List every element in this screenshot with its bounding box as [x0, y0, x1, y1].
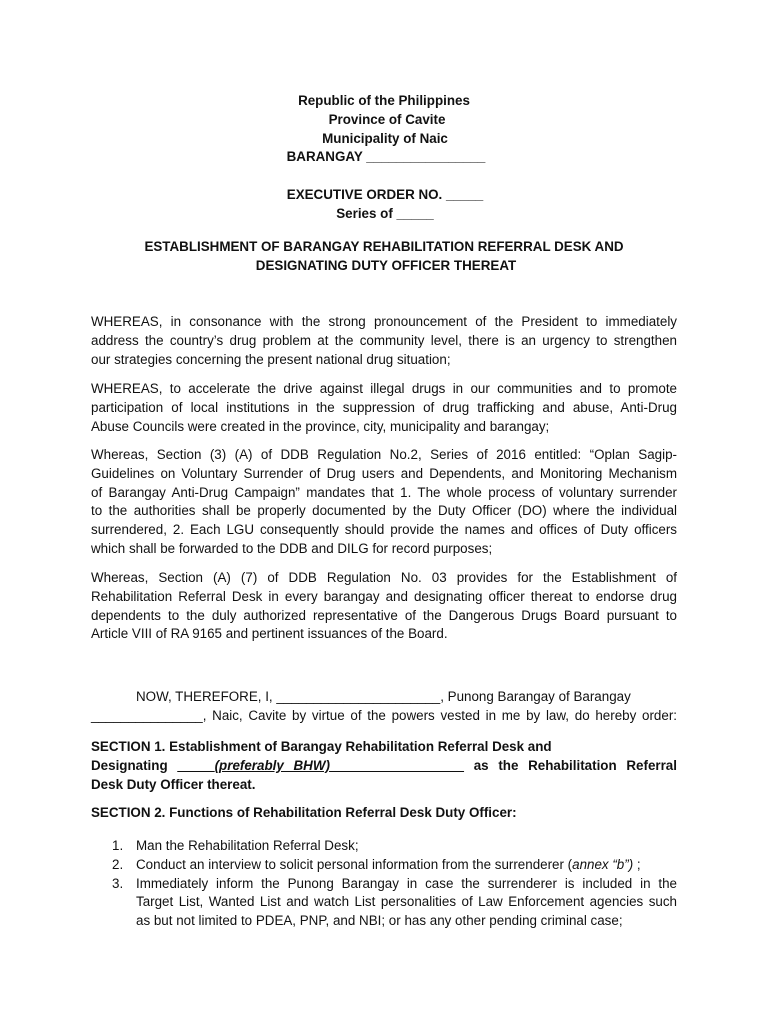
list-item: [91, 837, 677, 856]
blank-start: _____: [177, 757, 215, 773]
list-item-text: Immediately inform the Punong Barangay in case the surrenderer is included in the: [136, 875, 677, 891]
annex-b-reference: annex “b”): [572, 856, 634, 872]
whereas-paragraph-3: [91, 446, 677, 559]
preferably-bhw-note: (preferably BHW): [214, 757, 330, 773]
list-item: [91, 875, 677, 931]
whereas-4-line: dependents to the duly authorized representative of the Dangerous Drugs Board pursuant to: [91, 607, 677, 623]
whereas-1-line: WHEREAS, in consonance with the strong pronouncement of the President to immediately: [91, 314, 677, 329]
list-item-text-after: ;: [633, 856, 641, 872]
section-1-designating-line: [91, 757, 677, 776]
whereas-3-line: which shall be forwarded to the DDB and DILG for record purposes;: [91, 540, 493, 556]
whereas-paragraph-1: [91, 313, 677, 369]
list-item-number: 1.: [112, 838, 124, 853]
section-1-heading: SECTION 1. Establishment of Barangay Rehabilitation Referral Desk and: [91, 739, 552, 754]
whereas-4-line: Whereas, Section (A) (7) of DDB Regulation No. 03 provides for the Establishment of: [91, 570, 677, 585]
blank-end: __________________: [329, 757, 465, 773]
title-line-2: DESIGNATING DUTY OFFICER THEREAT: [255, 257, 517, 273]
list-item-text-before: Conduct an interview to solicit personal information from the surrenderer (: [136, 856, 573, 872]
executive-order-block: [0, 186, 768, 224]
whereas-paragraph-2: [91, 380, 677, 436]
whereas-2-line: WHEREAS, to accelerate the drive against illegal drugs in our communities and to promote: [91, 381, 677, 396]
section-1-designating-prefix: Designating: [91, 757, 178, 773]
whereas-2-line: Abuse Councils were created in the province, city, municipality and barangay;: [91, 418, 550, 434]
list-item-text: Target List, Wanted List and watch List personalities of Law Enforcement agencies such: [136, 894, 677, 910]
list-item-text: [136, 856, 677, 875]
whereas-paragraph-4: [91, 569, 677, 644]
whereas-1-line: our strategies concerning the present national drug situation;: [91, 351, 451, 367]
whereas-4-line: Rehabilitation Referral Desk in every barangay and designating officer thereat to endorse drug: [91, 588, 677, 604]
whereas-4-line: Article VIII of RA 9165 and pertinent issuances of the Board.: [91, 626, 448, 642]
now-therefore-paragraph: [91, 688, 677, 726]
section-2-heading: [91, 804, 677, 823]
document-title: [0, 238, 768, 276]
executive-order-number: EXECUTIVE ORDER NO. _____: [286, 187, 484, 202]
list-item-number: 3.: [112, 875, 124, 891]
section-2-title: SECTION 2. Functions of Rehabilitation Referral Desk Duty Officer:: [91, 805, 517, 820]
section-1-line-3: Desk Duty Officer thereat.: [91, 776, 256, 792]
document-header: [0, 92, 768, 167]
list-item-number: 2.: [112, 856, 124, 872]
duty-officer-blank: [177, 758, 464, 773]
whereas-3-line: of Barangay Anti-Drug Campaign” mandates that 1. The whole process of voluntary surrender: [91, 484, 677, 500]
whereas-1-line: address the country’s drug problem at the community level, there is an urgency to strengthen: [91, 332, 677, 348]
header-republic: Republic of the Philippines: [298, 93, 470, 108]
title-line-1: ESTABLISHMENT OF BARANGAY REHABILITATION REFERRAL DESK AND: [144, 239, 624, 254]
header-municipality: Municipality of Naic: [322, 130, 448, 146]
whereas-3-line: Guidelines on Voluntary Surrender of Drug users and Dependents, and Monitoring Mechanism: [91, 465, 677, 481]
whereas-3-line: to the authorities shall be properly documented by the Duty Officer (DO) where the individual: [91, 503, 677, 519]
executive-order-series: Series of _____: [336, 205, 434, 221]
section-1: [91, 738, 677, 794]
whereas-3-line: Whereas, Section (3) (A) of DDB Regulation No.2, Series of 2016 entitled: “Oplan Sagip-: [91, 447, 677, 462]
list-item: [91, 856, 677, 875]
functions-list: [91, 837, 677, 931]
whereas-3-line: surrendered, 2. Each LGU consequently should provide the names and offices of Duty officers: [91, 522, 677, 538]
list-item-text: as but not limited to PDEA, PNP, and NBI; or has any other pending criminal case;: [136, 913, 623, 929]
header-province: Province of Cavite: [328, 111, 446, 127]
whereas-2-line: participation of local institutions in the suppression of drug trafficking and abuse, Anti-Drug: [91, 399, 677, 415]
now-therefore-line-1: NOW, THEREFORE, I, ______________________, Punong Barangay of Barangay: [136, 689, 631, 704]
list-item-text: Man the Rehabilitation Referral Desk;: [136, 838, 359, 853]
now-therefore-line-2: _______________, Naic, Cavite by virtue of the powers vested in me by law, do hereby order:: [91, 707, 677, 723]
section-1-designating-suffix: as the Rehabilitation Referral: [464, 757, 677, 773]
header-barangay: BARANGAY ________________: [286, 149, 486, 165]
